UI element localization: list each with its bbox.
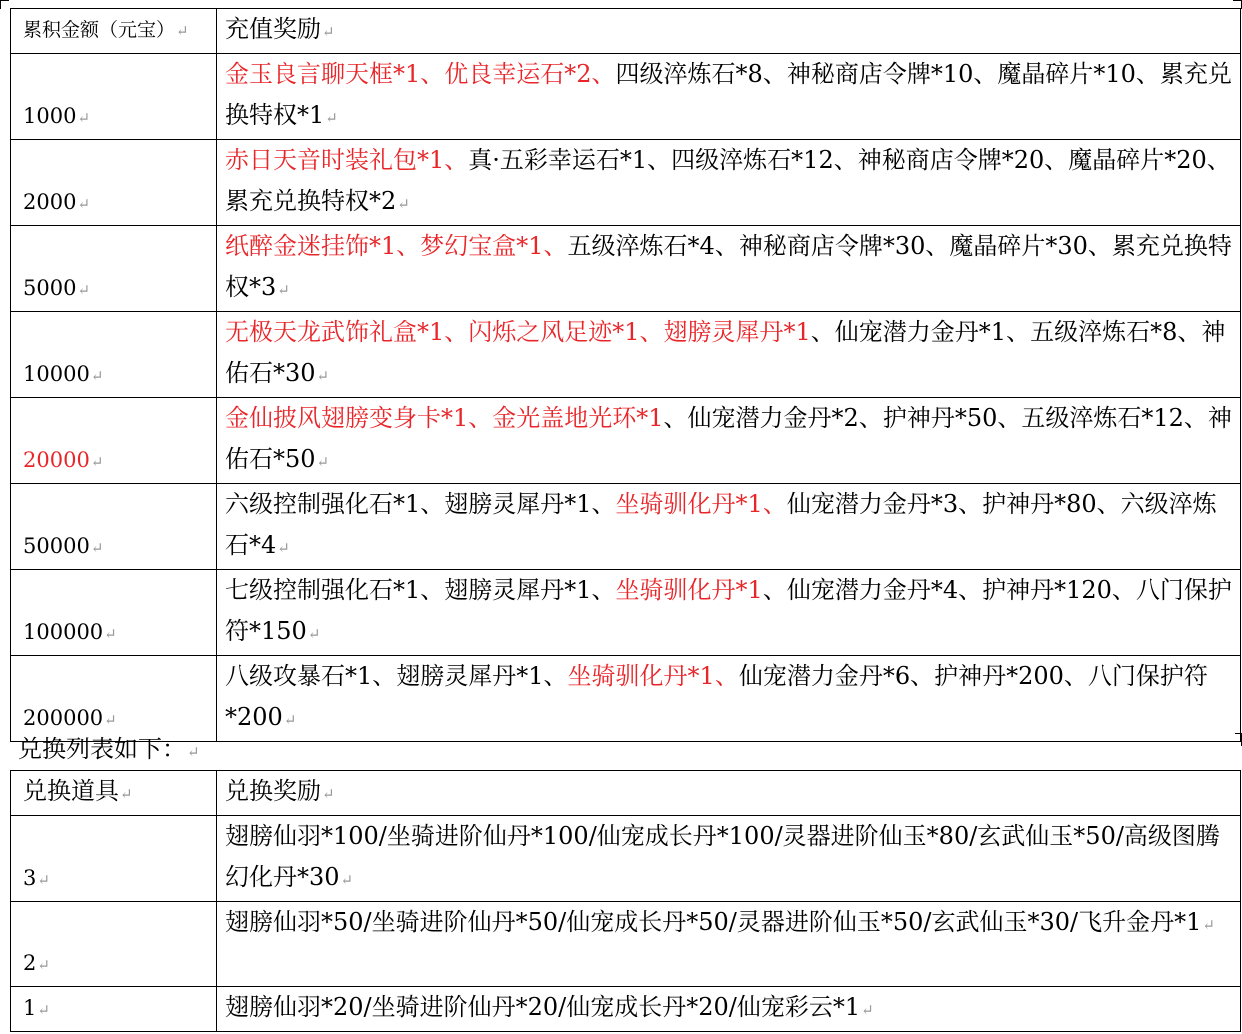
- amount-cell: 5000↵: [11, 226, 217, 312]
- amount-cell: 2000↵: [11, 140, 217, 226]
- table-row: [11, 484, 1241, 570]
- table-row: [11, 987, 1241, 1032]
- amount-cell: 20000↵: [11, 398, 217, 484]
- paragraph-mark: ↵: [340, 871, 354, 889]
- reward-cell: [217, 656, 1241, 742]
- reward-cell: [217, 398, 1241, 484]
- table-row: [11, 140, 1241, 226]
- page-corner-mark: [0, 0, 9, 9]
- exchange-reward-table: [10, 770, 1241, 1032]
- reward-text: 翅膀仙羽*100/坐骑进阶仙丹*100/仙宠成长丹*100/灵器进阶仙玉*80/玄武仙玉*50/高级图腾幻化丹*30: [225, 822, 1220, 891]
- amount-cell: 1000↵: [11, 54, 217, 140]
- reward-text: 仙宠潜力金丹*6、护神丹*200、八门保护符*200: [225, 662, 1208, 731]
- paragraph-mark: ↵: [104, 625, 117, 643]
- header-cell-amount: 累积金额（元宝）↵: [11, 9, 217, 54]
- amount-cell: 3↵: [11, 816, 217, 902]
- highlighted-reward-text: 纸醉金迷挂饰*1、梦幻宝盒*1、: [225, 232, 568, 260]
- header-cell-reward: 兑换奖励↵: [217, 771, 1241, 816]
- reward-cell: [217, 312, 1241, 398]
- reward-cell: [217, 902, 1241, 987]
- paragraph-mark: ↵: [307, 625, 321, 643]
- header-cell-item: 兑换道具↵: [11, 771, 217, 816]
- highlighted-reward-text: 无极天龙武饰礼盒*1、闪烁之风足迹*1、翅膀灵犀丹*1: [225, 318, 811, 346]
- paragraph-mark: ↵: [397, 195, 410, 213]
- paragraph-mark: ↵: [861, 1001, 874, 1019]
- table-row: [11, 226, 1241, 312]
- reward-text: 仙宠潜力金丹*3、护神丹*80、六级淬炼石*4: [225, 490, 1217, 559]
- amount-cell: 200000↵: [11, 656, 217, 742]
- paragraph-mark: ↵: [77, 281, 91, 299]
- reward-cell: [217, 484, 1241, 570]
- paragraph-mark: ↵: [120, 785, 133, 803]
- amount-cell: 2↵: [11, 902, 217, 987]
- table-header-row: [11, 771, 1241, 816]
- paragraph-mark: ↵: [322, 785, 335, 803]
- paragraph-mark: ↵: [90, 539, 104, 557]
- paragraph-mark: ↵: [277, 281, 290, 299]
- reward-text: 七级控制强化石*1、翅膀灵犀丹*1、: [225, 576, 616, 604]
- highlighted-reward-text: 坐骑驯化丹*1、: [567, 662, 739, 690]
- paragraph-mark: ↵: [325, 109, 338, 127]
- highlighted-reward-text: 金玉良言聊天框*1、优良幸运石*2、: [225, 60, 616, 88]
- reward-text: 八级攻暴石*1、翅膀灵犀丹*1、: [225, 662, 568, 690]
- reward-text: 四级淬炼石*8、神秘商店令牌*10、魔晶碎片*10、累充兑换特权*1: [225, 60, 1232, 129]
- table-row: [11, 816, 1241, 902]
- amount-cell: 100000↵: [11, 570, 217, 656]
- paragraph-mark: ↵: [77, 109, 91, 127]
- reward-text: 、仙宠潜力金丹*4、护神丹*120、八门保护符*150: [225, 576, 1232, 645]
- table-row: [11, 54, 1241, 140]
- recharge-reward-table: [10, 8, 1241, 742]
- reward-cell: [217, 987, 1241, 1032]
- paragraph-mark: ↵: [176, 22, 189, 40]
- recharge-rows: [11, 54, 1241, 742]
- reward-text: 翅膀仙羽*50/坐骑进阶仙丹*50/仙宠成长丹*50/灵器进阶仙玉*50/玄武仙玉*30/飞升金丹*1: [225, 908, 1202, 936]
- reward-cell: [217, 140, 1241, 226]
- table-row: [11, 902, 1241, 987]
- paragraph-mark: ↵: [187, 743, 200, 761]
- reward-text: 、仙宠潜力金丹*2、护神丹*50、五级淬炼石*12、神佑石*50: [225, 404, 1232, 473]
- header-cell-reward: 充值奖励↵: [217, 9, 1241, 54]
- paragraph-mark: ↵: [37, 1001, 50, 1019]
- reward-text: 五级淬炼石*4、神秘商店令牌*30、魔晶碎片*30、累充兑换特权*3: [225, 232, 1232, 301]
- paragraph-mark: ↵: [90, 367, 104, 385]
- reward-text: 、仙宠潜力金丹*1、五级淬炼石*8、神佑石*30: [225, 318, 1226, 387]
- reward-text: 真·五彩幸运石*1、四级淬炼石*12、神秘商店令牌*20、魔晶碎片*20、累充兑换特权*2: [225, 146, 1231, 215]
- paragraph-mark: ↵: [277, 539, 290, 557]
- paragraph-mark: ↵: [316, 367, 330, 385]
- reward-cell: [217, 570, 1241, 656]
- exchange-rows: [11, 816, 1241, 1032]
- reward-cell: [217, 226, 1241, 312]
- paragraph-mark: ↵: [1202, 916, 1215, 934]
- paragraph-mark: ↵: [37, 956, 50, 974]
- paragraph-mark: ↵: [77, 195, 91, 213]
- highlighted-reward-text: 坐骑驯化丹*1、: [615, 490, 787, 518]
- table-row: [11, 656, 1241, 742]
- highlighted-reward-text: 坐骑驯化丹*1: [615, 576, 763, 604]
- paragraph-mark: ↵: [37, 871, 50, 889]
- paragraph-mark: ↵: [316, 453, 330, 471]
- table-row: [11, 570, 1241, 656]
- paragraph-mark: ↵: [90, 453, 104, 471]
- amount-cell: 10000↵: [11, 312, 217, 398]
- amount-cell: 50000↵: [11, 484, 217, 570]
- table-row: [11, 398, 1241, 484]
- highlighted-reward-text: 赤日天音时装礼包*1、: [225, 146, 469, 174]
- paragraph-mark: ↵: [322, 23, 335, 41]
- exchange-list-caption: 兑换列表如下：↵: [18, 735, 200, 763]
- reward-text: 六级控制强化石*1、翅膀灵犀丹*1、: [225, 490, 616, 518]
- amount-cell: 1↵: [11, 987, 217, 1032]
- table-row: [11, 312, 1241, 398]
- table-header-row: [11, 9, 1241, 54]
- reward-cell: [217, 816, 1241, 902]
- reward-text: 翅膀仙羽*20/坐骑进阶仙丹*20/仙宠成长丹*20/仙宠彩云*1: [225, 993, 861, 1021]
- highlighted-reward-text: 金仙披风翅膀变身卡*1、金光盖地光环*1: [225, 404, 664, 432]
- reward-cell: [217, 54, 1241, 140]
- paragraph-mark: ↵: [283, 711, 297, 729]
- paragraph-mark: ↵: [104, 711, 117, 729]
